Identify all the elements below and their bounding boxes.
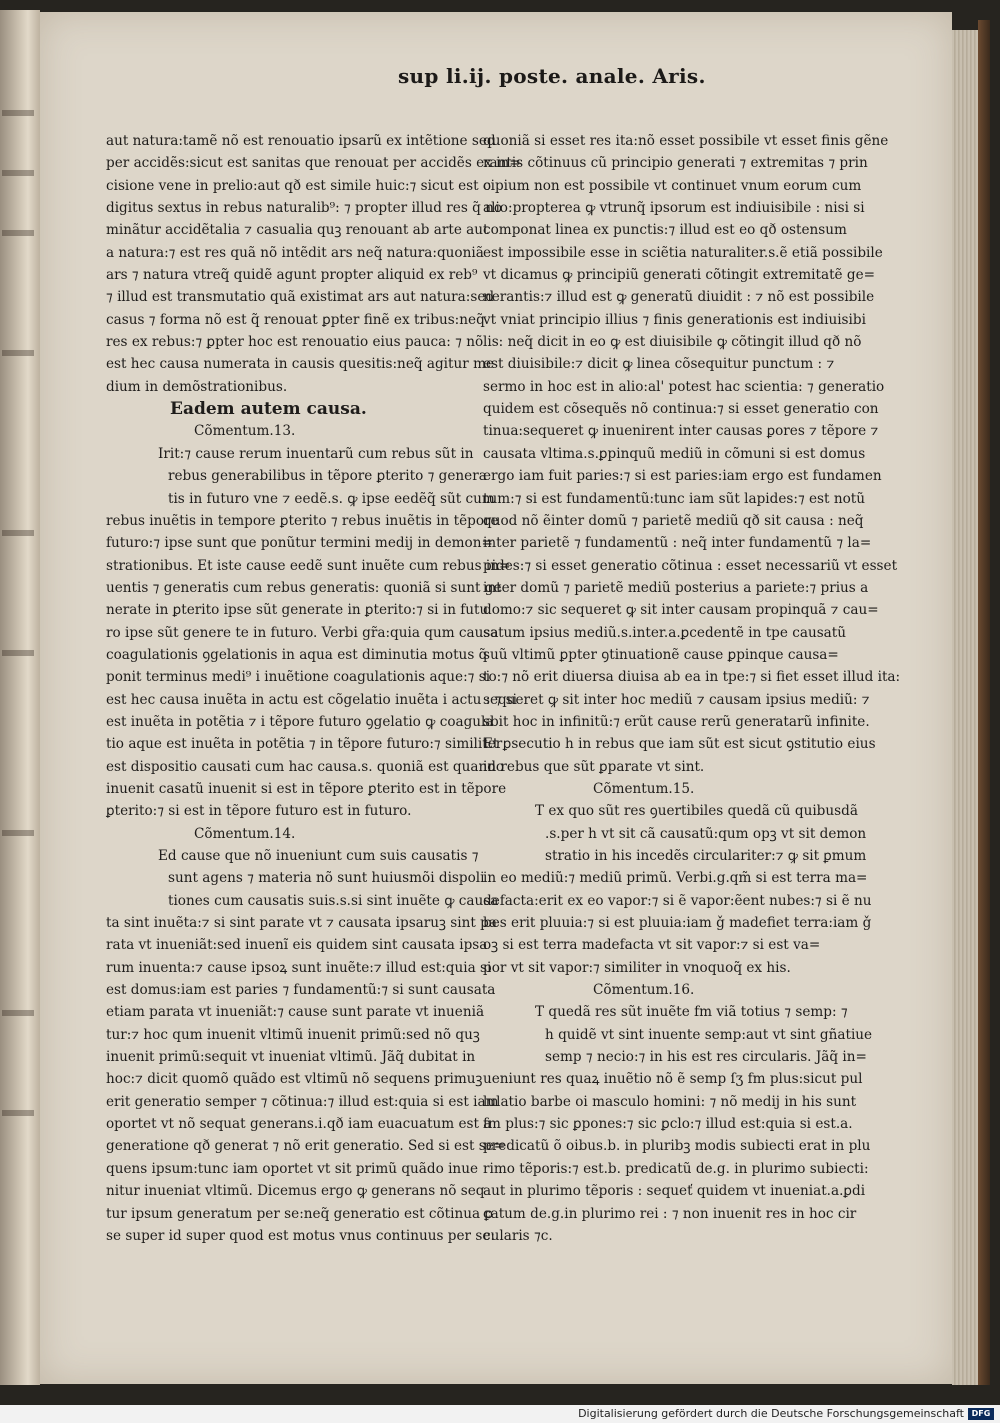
text-line: Ed cause que nõ inueniunt cum suis causatis ⁊: [158, 848, 479, 864]
text-line: bes erit pluuia:⁊ si est pluuia:iam ǧ madefiet terra:iam ǧ: [483, 915, 872, 932]
text-line: Cõmentum.13.: [194, 423, 296, 440]
text-line: cularis ⁊c.: [483, 1227, 553, 1244]
text-line: Cõmentum.16.: [593, 982, 695, 999]
text-line: hoc:⁊ dicit quomõ quãdo est vltimũ nõ sequens primuꝫ: [106, 1071, 483, 1088]
text-line: suũ vltimũ ꝑpter ꝯtinuationẽ cause ꝑpinque causa=: [483, 646, 839, 663]
text-line: vt vniat principio illius ⁊ finis generationis est indiuisibi: [483, 311, 866, 328]
text-line: uentis ⁊ generatis cum rebus generatis: quoniã si sunt ge: [106, 579, 502, 596]
text-line: quod nõ ẽinter domũ ⁊ parietẽ mediũ qð sit causa : neq̃: [483, 512, 864, 529]
text-line: generatione qð generat ⁊ nõ erit generatio. Sed si est se=: [106, 1138, 506, 1155]
text-line: se super id super quod est motus vnus continuus per se:: [106, 1227, 495, 1244]
facing-page-edge: [0, 10, 40, 1385]
text-line: futuro:⁊ ipse sunt que ponũtur termini medij in demon=: [106, 535, 493, 552]
text-line: tis in futuro vne ⁊ eedẽ.s. ꝙ ipse eedẽq̃ sũt cum: [168, 490, 495, 507]
text-line: inter domũ ⁊ parietẽ mediũ posterius a pariete:⁊ prius a: [483, 579, 869, 596]
text-line: causata vltima.s.ꝑpinquũ mediũ in cõmuni si est domus: [483, 445, 866, 462]
text-line: catum de.g.in plurimo rei : ⁊ non inuenit res in hoc cir: [483, 1205, 857, 1222]
text-line: satum ipsius mediũ.s.inter.a.ꝑcedentẽ in tpe causatũ: [483, 624, 846, 641]
text-line: inuenit casatũ inuenit si est in tẽpore ꝑterito est in tẽpore: [106, 780, 507, 797]
text-line: est impossibile esse in sciẽtia naturaliter.s.ẽ etiã possibile: [483, 244, 883, 261]
text-line: Cõmentum.15.: [593, 780, 695, 797]
text-line: tio aque est inuẽta in potẽtia ⁊ in tẽpore futuro:⁊ similiter: [106, 736, 503, 753]
text-line: oꝫ si est terra madefacta vt sit vapor:⁊ si est va=: [483, 937, 821, 954]
text-line: Et ꝑsecutio h in rebus que iam sũt est sicut ꝯstitutio eius: [483, 736, 876, 753]
text-line: sermo in hoc est in alio:al' potest hac scientia: ⁊ generatio: [483, 378, 885, 395]
text-line: ⁊ illud est transmutatio quã existimat ars aut natura:sed: [106, 289, 495, 306]
text-line: ta sint inuẽta:⁊ si sint parate vt ⁊ causata ipsaruꝫ sint pa: [106, 915, 497, 932]
text-line: por vt sit vapor:⁊ similiter in vnoquoq̃ ex his.: [483, 959, 791, 976]
text-line: tinua:sequeret ꝙ inuenirent inter causas ꝑores ⁊ tẽpore ⁊: [483, 423, 879, 440]
text-line: predicatũ õ oibus.b. in pluribꝫ modis subiecti erat in plu: [483, 1138, 871, 1155]
text-line: est hec causa numerata in causis quesitis:neq̃ agitur me: [106, 356, 495, 373]
text-line: T quedã res sũt inuẽte fm viã totius ⁊ semp: ⁊: [535, 1004, 848, 1021]
text-line: ars ⁊ natura vtreq̃ quidẽ agunt propter aliquid ex reb⁹: [106, 267, 478, 284]
text-line: tiones cum causatis suis.s.si sint inuẽte ꝙ causa: [168, 892, 499, 909]
text-line: sbit hoc in infinitũ:⁊ erũt cause rerũ generatarũ infinite.: [483, 713, 870, 730]
text-line: alio:propterea ꝙ vtrunq̃ ipsorum est indiuisibile : nisi si: [483, 200, 865, 217]
text-line: inuenit primũ:sequit vt inueniat vltimũ. Jãq̃ dubitat in: [106, 1049, 476, 1066]
text-line: est inuẽta in potẽtia ⁊ i tẽpore futuro ꝯgelatio ꝙ coagula: [106, 713, 494, 730]
text-line: ergo iam fuit paries:⁊ si est paries:iam ergo est fundamen: [483, 468, 882, 485]
text-line: pides:⁊ si esset generatio cõtinua : esset necessariũ vt esset: [483, 557, 898, 574]
dfg-logo: DFG: [968, 1408, 994, 1420]
text-line: sequeret ꝙ sit inter hoc mediũ ⁊ causam ipsius mediũ: ⁊: [483, 691, 870, 708]
text-line: ꝑterito:⁊ si est in tẽpore futuro est in futuro.: [106, 803, 412, 820]
text-line: tur ipsum generatum per se:neq̃ generatio est cõtinua ꝑ: [106, 1205, 494, 1222]
text-line: rebus generabilibus in tẽpore ꝑterito ⁊ genera: [168, 468, 487, 485]
text-line: tum:⁊ si est fundamentũ:tunc iam sũt lapides:⁊ est notũ: [483, 490, 865, 507]
text-line: strationibus. Et iste cause eedẽ sunt inuẽte cum rebus in=: [106, 557, 511, 574]
text-line: cisione vene in prelio:aut qð est simile huic:⁊ sicut est o: [106, 177, 492, 194]
text-line: ueniunt res quaꝝ inuẽtio nõ ẽ semp ſʒ fm plus:sicut pul: [483, 1071, 863, 1088]
text-line: Eadem autem causa.: [170, 399, 367, 420]
text-line: casus ⁊ forma nõ est q̃ renouat ꝑpter finẽ ex tribus:neq̃: [106, 311, 485, 328]
colophon-text: Digitalisierung gefördert durch die Deutsche Forschungsgemeinschaft: [578, 1407, 964, 1420]
text-line: digitus sextus in rebus naturalib⁹: ⁊ propter illud res q̃ no: [106, 200, 503, 217]
text-line: in eo mediũ:⁊ mediũ primũ. Verbi.g.qm̃ si est terra ma=: [483, 870, 868, 887]
text-line: erit generatio semper ⁊ cõtinua:⁊ illud est:quia si est iam: [106, 1093, 499, 1110]
text-line: stratio in his incedẽs circulariter:⁊ ꝙ sit ꝑmum: [545, 848, 867, 864]
text-line: res ex rebus:⁊ ꝑpter hoc est renouatio eius pauca: ⁊ nõ: [106, 334, 484, 351]
text-line: inter parietẽ ⁊ fundamentũ : neq̃ inter fundamentũ ⁊ la=: [483, 535, 872, 552]
binding-edge: [978, 20, 990, 1385]
text-line: est dispositio causati cum hac causa.s. quoniã est quando: [106, 758, 505, 775]
text-line: ponit terminus medi⁹ i inuẽtione coagulationis aque:⁊ si: [106, 669, 491, 686]
text-line: dium in demõstrationibus.: [106, 378, 288, 395]
text-line: aut natura:tamẽ nõ est renouatio ipsarũ ex intẽtione sed: [106, 133, 496, 149]
text-line: coagulationis ꝯgelationis in aqua est diminutia motus q̃: [106, 646, 488, 663]
text-line: etiam parata vt inueniãt:⁊ cause sunt parate vt inueniã: [106, 1004, 485, 1021]
text-line: in rebus que sũt ꝑparate vt sint.: [483, 758, 705, 775]
text-line: vt dicamus ꝙ principiũ generati cõtingit extremitatẽ ge=: [483, 267, 876, 284]
text-line: rebus inuẽtis in tempore ꝑterito ⁊ rebus inuẽtis in tẽpore: [106, 512, 499, 529]
text-line: Cõmentum.14.: [194, 825, 296, 842]
text-line: tur:⁊ hoc qum inuenit vltimũ inuenit primũ:sed nõ quꝫ: [106, 1026, 480, 1043]
text-line: ro ipse sũt genere te in futuro. Verbi gr̃a:quia qum causa: [106, 624, 499, 641]
text-line: .s.per h vt sit cã causatũ:qum opꝫ vt sit demon: [545, 825, 867, 842]
text-line: rimo tẽporis:⁊ est.b. predicatũ de.g. in plurimo subiecti:: [483, 1160, 869, 1177]
text-line: oportet vt nõ sequat generans.i.qð iam euacuatum est a: [106, 1116, 492, 1133]
text-line: nitur inueniat vltimũ. Dicemus ergo ꝙ generans nõ seq: [106, 1183, 485, 1200]
text-line: a natura:⁊ est res quã nõ intẽdit ars neq̃ natura:quoniã: [106, 244, 484, 261]
text-line: semp ⁊ necio:⁊ in his est res circularis. Jãq̃ in=: [545, 1049, 867, 1066]
text-line: nerate in ꝑterito ipse sũt generate in ꝑterito:⁊ si in futu: [106, 602, 489, 619]
text-line: est hec causa inuẽta in actu est cõgelatio inuẽta i actu : ⁊ si: [106, 691, 518, 708]
text-line: T ex quo sũt res ꝯuertibiles quedã cũ quibusdã: [535, 803, 858, 820]
text-line: fm plus:⁊ sic ꝑpones:⁊ sic ꝑclo:⁊ illud est:quia si est.a.: [483, 1116, 853, 1133]
text-line: rata vt inueniãt:sed inuenĩ eis quidem sint causata ipsa: [106, 937, 488, 954]
colophon-bar: [0, 1405, 1000, 1423]
text-line: minãtur accidẽtalia ⁊ casualia quꝫ renouant ab arte aut: [106, 222, 489, 239]
text-line: lulatio barbe oi masculo homini: ⁊ nõ medij in his sunt: [483, 1093, 857, 1110]
text-line: domo:⁊ sic sequeret ꝙ sit inter causam propinquã ⁊ cau=: [483, 602, 879, 619]
text-line: nerantis:⁊ illud est ꝙ generatũ diuidit : ⁊ nõ est possibile: [483, 289, 875, 306]
text-line: quoniã si esset res ita:nõ esset possibile vt esset finis gẽne: [483, 133, 889, 149]
text-line: per accidẽs:sicut est sanitas que renouat per accidẽs ex in=: [106, 155, 521, 172]
text-line: aut in plurimo tẽporis : sequeť quidem vt inueniat.a.ꝑdi: [483, 1183, 866, 1200]
text-line: componat linea ex punctis:⁊ illud est eo qð ostensum: [483, 222, 847, 239]
text-line: Irit:⁊ cause rerum inuentarũ cum rebus sũt in: [158, 445, 474, 462]
text-line: lis: neq̃ dicit in eo ꝙ est diuisibile ꝙ cõtingit illud qð nõ: [483, 334, 862, 351]
text-line: est diuisibile:⁊ dicit ꝙ linea cõsequitur punctum : ⁊: [483, 356, 835, 373]
text-line: cipium non est possibile vt continuet vnum eorum cum: [483, 177, 862, 194]
text-line: h quidẽ vt sint inuente semp:aut vt sint gñatiue: [545, 1026, 873, 1043]
text-line: rum inuenta:⁊ cause ipsoꝝ sunt inuẽte:⁊ illud est:quia si: [106, 959, 492, 976]
text-line: rantis cõtinuus cũ principio generati ⁊ extremitas ⁊ prin: [483, 155, 868, 172]
text-line: quidem est cõsequẽs nõ continua:⁊ si esset generatio con: [483, 401, 879, 418]
text-column-right: [483, 130, 901, 1247]
running-head: sup li.ij. poste. anale. Aris.: [398, 64, 706, 88]
text-line: quens ipsum:tunc iam oportet vt sit primũ quãdo inue: [106, 1160, 478, 1177]
text-line: defacta:erit ex eo vapor:⁊ si ẽ vapor:ẽent nubes:⁊ si ẽ nu: [483, 892, 872, 909]
text-line: sunt agens ⁊ materia nõ sunt huiusmõi dispoli: [168, 870, 485, 887]
text-line: to:⁊ nõ erit diuersa diuisa ab ea in tpe:⁊ si fiet esset illud ita:: [483, 669, 901, 686]
text-line: est domus:iam est paries ⁊ fundamentũ:⁊ si sunt causata: [106, 982, 496, 999]
